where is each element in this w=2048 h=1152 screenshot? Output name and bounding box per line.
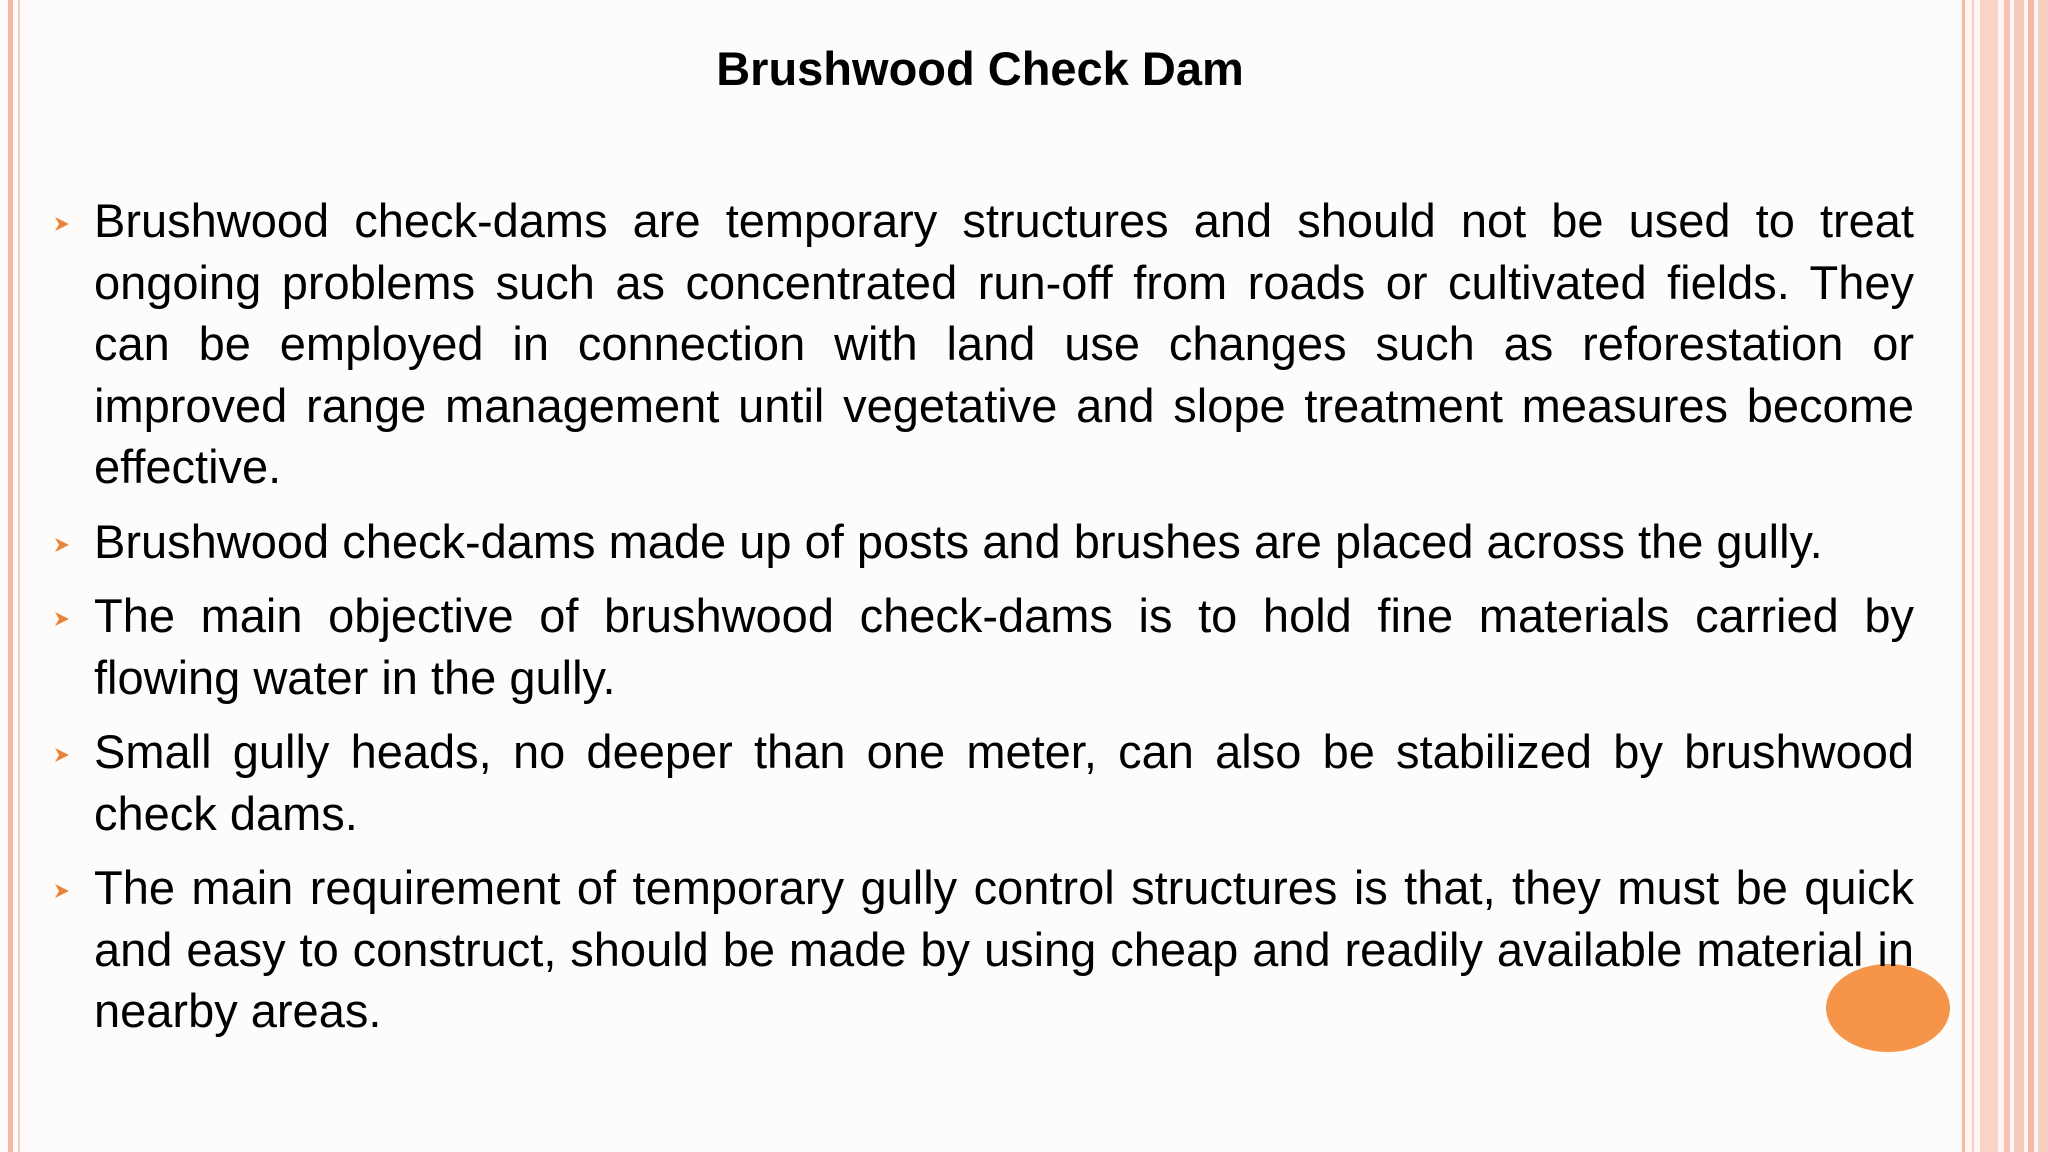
right-border-line: [1980, 0, 1998, 1152]
bullet-text: Brushwood check-dams made up of posts and brushes are placed across the gully.: [94, 514, 1823, 568]
arrow-bullet-icon: [52, 214, 72, 234]
arrow-bullet-icon: [52, 609, 72, 629]
arrow-bullet-icon: [52, 535, 72, 555]
bullet-item: [44, 857, 1914, 1042]
bullet-text: Small gully heads, no deeper than one meter, can also be stabilized by brushwood check dams.: [94, 725, 1914, 840]
right-border-line: [1962, 0, 1965, 1152]
bullet-text: The main objective of brushwood check-dams is to hold fine materials carried by flowing water in the gully.: [94, 589, 1914, 704]
left-border-line: [18, 0, 20, 1152]
right-border-line: [2038, 0, 2048, 1152]
bullet-item: [44, 585, 1914, 708]
right-border-line: [2004, 0, 2010, 1152]
bullet-item: [44, 511, 1914, 573]
right-border-line: [2028, 0, 2034, 1152]
bullet-item: [44, 721, 1914, 844]
arrow-bullet-icon: [52, 881, 72, 901]
bullet-text: The main requirement of temporary gully control structures is that, they must be quick and easy to construct, should be made by using cheap and readily available material in nearby areas.: [94, 861, 1914, 1037]
bullet-text: Brushwood check-dams are temporary structures and should not be used to treat ongoing problems such as concentrated run-off from roads or cultivated fields. They can be employed in connection with land use changes such as reforestation or improved range management until vegetative and slope treatment measures become effective.: [94, 194, 1914, 493]
slide-title: Brushwood Check Dam: [716, 42, 1244, 95]
bullet-list: [44, 190, 1914, 1055]
left-border-line: [8, 0, 13, 1152]
arrow-bullet-icon: [52, 745, 72, 765]
right-border-line: [2014, 0, 2024, 1152]
right-border-line: [1972, 0, 1974, 1152]
bullet-item: [44, 190, 1914, 498]
